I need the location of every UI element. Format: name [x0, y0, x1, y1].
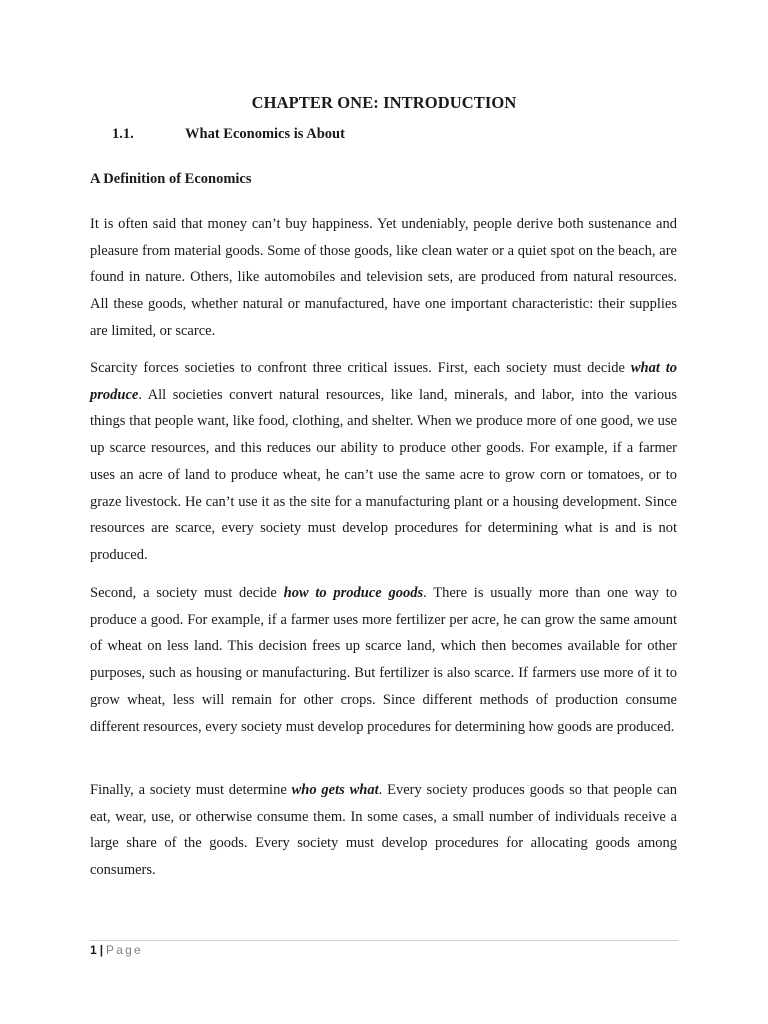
paragraph-4-lead: Finally, a society must determine [90, 782, 292, 798]
paragraph-4 [90, 777, 677, 884]
paragraph-2-lead: Scarcity forces societies to confront three critical issues. First, each society must decide [90, 360, 631, 376]
paragraph-3-lead: Second, a society must decide [90, 585, 284, 601]
paragraph-1-text: It is often said that money can’t buy happiness. Yet undeniably, people derive both sustenance and pleasure from material goods. Some of those goods, like clean water or a quiet spot on the beach, are found in nature. Others, like automobiles and television sets, are produced from natural resources. All these goods, whether natural or manufactured, have one important characteristic: their supplies are limited, or scarce. [90, 216, 677, 339]
paragraph-2 [90, 355, 677, 569]
paragraph-1 [90, 211, 677, 345]
paragraph-3-emphasis: how to produce goods [283, 585, 424, 601]
section-title: What Economics is About [185, 126, 345, 142]
paragraph-4-rest: . Every society produces goods so that people can eat, wear, use, or otherwise consume them. In some cases, a small number of individuals receive a large share of the goods. Every society must develop procedures for allocating goods among consumers. [90, 782, 678, 879]
chapter-title: CHAPTER ONE: INTRODUCTION [251, 93, 517, 112]
page-label: Page [106, 943, 143, 957]
paragraph-3 [90, 580, 677, 740]
section-heading [112, 126, 345, 143]
paragraph-3-rest: . There is usually more than one way to produce a good. For example, if a farmer uses more fertilizer per acre, he can grow the same amount of wheat on less land. This decision frees up scarce land, which then becomes available for other purposes, such as housing or manufacturing. But fertilizer is also scarce. If farmers use more of it to grow wheat, less will remain for other crops. Since different methods of production consume different resources, every society must develop procedures for determining how goods are produced. [90, 585, 677, 735]
paragraph-2-emphasis: what to produce [90, 360, 677, 403]
paragraph-2-rest: . All societies convert natural resources, like land, minerals, and labor, into the various things that people want, like food, clothing, and shelter. When we produce more of one good, we use up scarce resources, and this reduces our ability to produce other goods. For example, if a farmer uses an acre of land to produce wheat, he can’t use the same acre to grow corn or tomatoes, or to graze livestock. He can’t use it as the site for a manufacturing plant or a housing development. Since resources are scarce, every society must develop procedures for determining what is and is not produced. [90, 386, 677, 563]
page-footer [90, 943, 143, 957]
footer-rule [90, 940, 678, 941]
paragraph-4-emphasis: who gets what [291, 782, 379, 798]
subheading: A Definition of Economics [90, 171, 252, 187]
page-number: 1 [90, 943, 97, 957]
section-number: 1.1. [112, 126, 134, 142]
footer-separator: | [99, 943, 104, 957]
